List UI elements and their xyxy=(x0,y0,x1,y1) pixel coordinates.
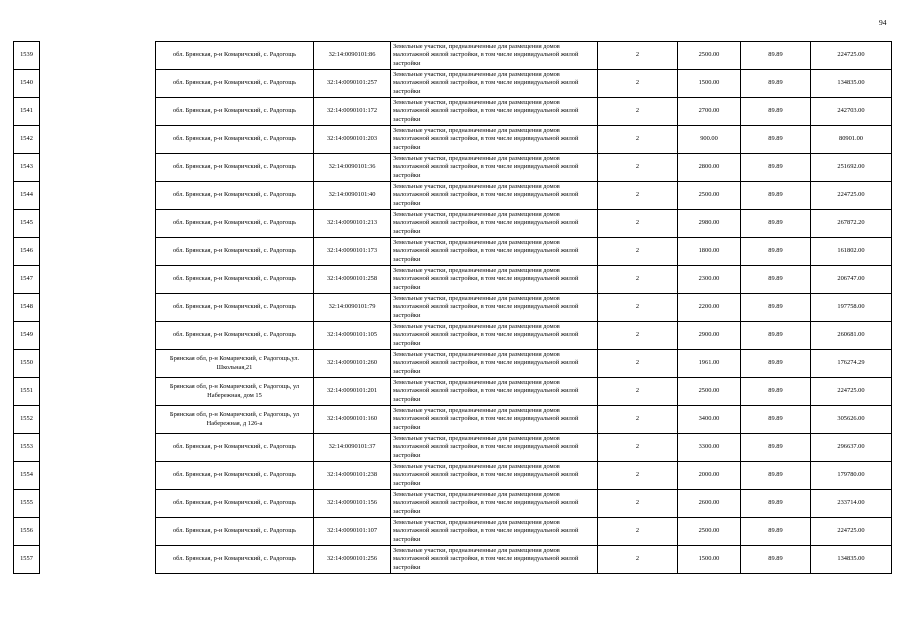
land-category-cell: Земельные участки, предназначенные для размещения домов малоэтажной жилой застройки, в том числе индивидуальной жилой застройки xyxy=(391,294,598,322)
land-category-cell: Земельные участки, предназначенные для размещения домов малоэтажной жилой застройки, в том числе индивидуальной жилой застройки xyxy=(391,546,598,574)
group-cell: 2 xyxy=(598,546,678,574)
rate-cell: 89.89 xyxy=(741,210,811,238)
table-row xyxy=(14,70,892,98)
address-cell: обл. Брянская, р-н Комаричский, с. Радогощь xyxy=(156,546,314,574)
table-body xyxy=(14,42,892,574)
rate-cell: 89.89 xyxy=(741,182,811,210)
rate-cell: 89.89 xyxy=(741,126,811,154)
blank-cell xyxy=(40,238,156,266)
blank-cell xyxy=(40,350,156,378)
area-cell: 2500.00 xyxy=(678,518,741,546)
row-number: 1540 xyxy=(14,70,40,98)
cadastral-value-cell: 296637.00 xyxy=(811,434,892,462)
address-cell: обл. Брянская, р-н Комаричский, с. Радогощь xyxy=(156,322,314,350)
table-row xyxy=(14,154,892,182)
rate-cell: 89.89 xyxy=(741,350,811,378)
row-number: 1548 xyxy=(14,294,40,322)
rate-cell: 89.89 xyxy=(741,98,811,126)
cadastral-value-cell: 224725.00 xyxy=(811,378,892,406)
blank-cell xyxy=(40,518,156,546)
cadastral-value-cell: 242703.00 xyxy=(811,98,892,126)
land-category-cell: Земельные участки, предназначенные для размещения домов малоэтажной жилой застройки, в том числе индивидуальной жилой застройки xyxy=(391,238,598,266)
row-number: 1544 xyxy=(14,182,40,210)
blank-cell xyxy=(40,210,156,238)
cadastral-value-cell: 267872.20 xyxy=(811,210,892,238)
address-cell: обл. Брянская, р-н Комаричский, с. Радогощь xyxy=(156,294,314,322)
cadastral-value-cell: 224725.00 xyxy=(811,42,892,70)
group-cell: 2 xyxy=(598,154,678,182)
area-cell: 3300.00 xyxy=(678,434,741,462)
group-cell: 2 xyxy=(598,182,678,210)
group-cell: 2 xyxy=(598,42,678,70)
blank-cell xyxy=(40,546,156,574)
cadastral-number-cell: 32:14:0090101:203 xyxy=(314,126,391,154)
cadastral-value-cell: 134835.00 xyxy=(811,546,892,574)
cadastral-value-cell: 161802.00 xyxy=(811,238,892,266)
area-cell: 2200.00 xyxy=(678,294,741,322)
table-row xyxy=(14,42,892,70)
blank-cell xyxy=(40,434,156,462)
cadastral-number-cell: 32:14:0090101:260 xyxy=(314,350,391,378)
table-row xyxy=(14,546,892,574)
blank-cell xyxy=(40,182,156,210)
table-row xyxy=(14,238,892,266)
group-cell: 2 xyxy=(598,98,678,126)
area-cell: 1961.00 xyxy=(678,350,741,378)
area-cell: 1800.00 xyxy=(678,238,741,266)
cadastral-value-cell: 233714.00 xyxy=(811,490,892,518)
cadastral-number-cell: 32:14:0090101:213 xyxy=(314,210,391,238)
land-category-cell: Земельные участки, предназначенные для размещения домов малоэтажной жилой застройки, в том числе индивидуальной жилой застройки xyxy=(391,322,598,350)
land-category-cell: Земельные участки, предназначенные для размещения домов малоэтажной жилой застройки, в том числе индивидуальной жилой застройки xyxy=(391,266,598,294)
area-cell: 2000.00 xyxy=(678,462,741,490)
page-number: 94 xyxy=(879,18,887,27)
row-number: 1555 xyxy=(14,490,40,518)
blank-cell xyxy=(40,378,156,406)
group-cell: 2 xyxy=(598,490,678,518)
rate-cell: 89.89 xyxy=(741,266,811,294)
address-cell: обл. Брянская, р-н Комаричский, с. Радогощь xyxy=(156,238,314,266)
table-row xyxy=(14,210,892,238)
blank-cell xyxy=(40,406,156,434)
rate-cell: 89.89 xyxy=(741,462,811,490)
group-cell: 2 xyxy=(598,378,678,406)
address-cell: обл. Брянская, р-н Комаричский, с. Радогощь xyxy=(156,98,314,126)
rate-cell: 89.89 xyxy=(741,378,811,406)
row-number: 1546 xyxy=(14,238,40,266)
table-row xyxy=(14,294,892,322)
area-cell: 2900.00 xyxy=(678,322,741,350)
cadastral-number-cell: 32:14:0090101:172 xyxy=(314,98,391,126)
address-cell: обл. Брянская, р-н Комаричский, с. Радогощь xyxy=(156,518,314,546)
rate-cell: 89.89 xyxy=(741,154,811,182)
land-category-cell: Земельные участки, предназначенные для размещения домов малоэтажной жилой застройки, в том числе индивидуальной жилой застройки xyxy=(391,434,598,462)
land-category-cell: Земельные участки, предназначенные для размещения домов малоэтажной жилой застройки, в том числе индивидуальной жилой застройки xyxy=(391,350,598,378)
cadastral-value-cell: 305626.00 xyxy=(811,406,892,434)
address-cell: Брянская обл, р-н Комаричский, с Радогощь, ул Набережная, дом 15 xyxy=(156,378,314,406)
area-cell: 2500.00 xyxy=(678,42,741,70)
blank-cell xyxy=(40,266,156,294)
address-cell: обл. Брянская, р-н Комаричский, с. Радогощь xyxy=(156,42,314,70)
row-number: 1552 xyxy=(14,406,40,434)
cadastral-number-cell: 32:14:0090101:238 xyxy=(314,462,391,490)
address-cell: обл. Брянская, р-н Комаричский, с. Радогощь xyxy=(156,126,314,154)
table-row xyxy=(14,266,892,294)
rate-cell: 89.89 xyxy=(741,406,811,434)
group-cell: 2 xyxy=(598,350,678,378)
rate-cell: 89.89 xyxy=(741,70,811,98)
cadastral-value-cell: 251692.00 xyxy=(811,154,892,182)
cadastral-number-cell: 32:14:0090101:107 xyxy=(314,518,391,546)
land-registry-table xyxy=(13,41,892,574)
row-number: 1541 xyxy=(14,98,40,126)
rate-cell: 89.89 xyxy=(741,518,811,546)
land-category-cell: Земельные участки, предназначенные для размещения домов малоэтажной жилой застройки, в том числе индивидуальной жилой застройки xyxy=(391,42,598,70)
group-cell: 2 xyxy=(598,126,678,154)
cadastral-value-cell: 80901.00 xyxy=(811,126,892,154)
blank-cell xyxy=(40,462,156,490)
cadastral-number-cell: 32:14:0090101:201 xyxy=(314,378,391,406)
rate-cell: 89.89 xyxy=(741,294,811,322)
land-category-cell: Земельные участки, предназначенные для размещения домов малоэтажной жилой застройки, в том числе индивидуальной жилой застройки xyxy=(391,518,598,546)
land-category-cell: Земельные участки, предназначенные для размещения домов малоэтажной жилой застройки, в том числе индивидуальной жилой застройки xyxy=(391,378,598,406)
area-cell: 2980.00 xyxy=(678,210,741,238)
address-cell: обл. Брянская, р-н Комаричский, с. Радогощь xyxy=(156,490,314,518)
land-category-cell: Земельные участки, предназначенные для размещения домов малоэтажной жилой застройки, в том числе индивидуальной жилой застройки xyxy=(391,406,598,434)
cadastral-number-cell: 32:14:0090101:40 xyxy=(314,182,391,210)
address-cell: обл. Брянская, р-н Комаричский, с. Радогощь xyxy=(156,70,314,98)
group-cell: 2 xyxy=(598,322,678,350)
group-cell: 2 xyxy=(598,434,678,462)
address-cell: обл. Брянская, р-н Комаричский, с. Радогощь xyxy=(156,154,314,182)
table-row xyxy=(14,322,892,350)
address-cell: обл. Брянская, р-н Комаричский, с. Радогощь xyxy=(156,434,314,462)
cadastral-number-cell: 32:14:0090101:36 xyxy=(314,154,391,182)
land-category-cell: Земельные участки, предназначенные для размещения домов малоэтажной жилой застройки, в том числе индивидуальной жилой застройки xyxy=(391,210,598,238)
table-row xyxy=(14,126,892,154)
row-number: 1551 xyxy=(14,378,40,406)
cadastral-value-cell: 224725.00 xyxy=(811,518,892,546)
land-category-cell: Земельные участки, предназначенные для размещения домов малоэтажной жилой застройки, в том числе индивидуальной жилой застройки xyxy=(391,154,598,182)
cadastral-value-cell: 176274.29 xyxy=(811,350,892,378)
rate-cell: 89.89 xyxy=(741,238,811,266)
group-cell: 2 xyxy=(598,266,678,294)
group-cell: 2 xyxy=(598,518,678,546)
area-cell: 1500.00 xyxy=(678,70,741,98)
cadastral-number-cell: 32:14:0090101:37 xyxy=(314,434,391,462)
row-number: 1554 xyxy=(14,462,40,490)
group-cell: 2 xyxy=(598,70,678,98)
rate-cell: 89.89 xyxy=(741,546,811,574)
area-cell: 1500.00 xyxy=(678,546,741,574)
group-cell: 2 xyxy=(598,406,678,434)
table-row xyxy=(14,518,892,546)
cadastral-number-cell: 32:14:0090101:79 xyxy=(314,294,391,322)
row-number: 1545 xyxy=(14,210,40,238)
blank-cell xyxy=(40,490,156,518)
row-number: 1543 xyxy=(14,154,40,182)
row-number: 1547 xyxy=(14,266,40,294)
group-cell: 2 xyxy=(598,294,678,322)
table-row xyxy=(14,350,892,378)
rate-cell: 89.89 xyxy=(741,434,811,462)
table-row xyxy=(14,434,892,462)
address-cell: обл. Брянская, р-н Комаричский, с. Радогощь xyxy=(156,182,314,210)
cadastral-number-cell: 32:14:0090101:160 xyxy=(314,406,391,434)
address-cell: обл. Брянская, р-н Комаричский, с. Радогощь xyxy=(156,210,314,238)
cadastral-value-cell: 224725.00 xyxy=(811,182,892,210)
cadastral-number-cell: 32:14:0090101:173 xyxy=(314,238,391,266)
cadastral-value-cell: 260681.00 xyxy=(811,322,892,350)
rate-cell: 89.89 xyxy=(741,490,811,518)
row-number: 1550 xyxy=(14,350,40,378)
cadastral-value-cell: 197758.00 xyxy=(811,294,892,322)
blank-cell xyxy=(40,322,156,350)
land-category-cell: Земельные участки, предназначенные для размещения домов малоэтажной жилой застройки, в том числе индивидуальной жилой застройки xyxy=(391,490,598,518)
table-row xyxy=(14,98,892,126)
row-number: 1542 xyxy=(14,126,40,154)
blank-cell xyxy=(40,154,156,182)
row-number: 1556 xyxy=(14,518,40,546)
cadastral-number-cell: 32:14:0090101:105 xyxy=(314,322,391,350)
row-number: 1557 xyxy=(14,546,40,574)
group-cell: 2 xyxy=(598,238,678,266)
cadastral-number-cell: 32:14:0090101:256 xyxy=(314,546,391,574)
table-row xyxy=(14,378,892,406)
address-cell: Брянская обл, р-н Комаричский, с Радогощь,ул. Школьная,21 xyxy=(156,350,314,378)
row-number: 1553 xyxy=(14,434,40,462)
cadastral-number-cell: 32:14:0090101:258 xyxy=(314,266,391,294)
table-row xyxy=(14,182,892,210)
blank-cell xyxy=(40,70,156,98)
rate-cell: 89.89 xyxy=(741,42,811,70)
cadastral-number-cell: 32:14:0090101:86 xyxy=(314,42,391,70)
cadastral-value-cell: 134835.00 xyxy=(811,70,892,98)
area-cell: 900.00 xyxy=(678,126,741,154)
group-cell: 2 xyxy=(598,462,678,490)
table-row xyxy=(14,490,892,518)
area-cell: 2500.00 xyxy=(678,378,741,406)
area-cell: 3400.00 xyxy=(678,406,741,434)
area-cell: 2500.00 xyxy=(678,182,741,210)
table-row xyxy=(14,462,892,490)
land-category-cell: Земельные участки, предназначенные для размещения домов малоэтажной жилой застройки, в том числе индивидуальной жилой застройки xyxy=(391,98,598,126)
cadastral-value-cell: 179780.00 xyxy=(811,462,892,490)
blank-cell xyxy=(40,98,156,126)
area-cell: 2300.00 xyxy=(678,266,741,294)
blank-cell xyxy=(40,126,156,154)
land-category-cell: Земельные участки, предназначенные для размещения домов малоэтажной жилой застройки, в том числе индивидуальной жилой застройки xyxy=(391,70,598,98)
address-cell: Брянская обл, р-н Комаричский, с Радогощь, ул Набережная, д 126-а xyxy=(156,406,314,434)
table-row xyxy=(14,406,892,434)
row-number: 1549 xyxy=(14,322,40,350)
area-cell: 2700.00 xyxy=(678,98,741,126)
cadastral-number-cell: 32:14:0090101:257 xyxy=(314,70,391,98)
blank-cell xyxy=(40,294,156,322)
blank-cell xyxy=(40,42,156,70)
land-category-cell: Земельные участки, предназначенные для размещения домов малоэтажной жилой застройки, в том числе индивидуальной жилой застройки xyxy=(391,126,598,154)
cadastral-number-cell: 32:14:0090101:156 xyxy=(314,490,391,518)
area-cell: 2800.00 xyxy=(678,154,741,182)
row-number: 1539 xyxy=(14,42,40,70)
group-cell: 2 xyxy=(598,210,678,238)
land-category-cell: Земельные участки, предназначенные для размещения домов малоэтажной жилой застройки, в том числе индивидуальной жилой застройки xyxy=(391,462,598,490)
area-cell: 2600.00 xyxy=(678,490,741,518)
address-cell: обл. Брянская, р-н Комаричский, с. Радогощь xyxy=(156,462,314,490)
land-category-cell: Земельные участки, предназначенные для размещения домов малоэтажной жилой застройки, в том числе индивидуальной жилой застройки xyxy=(391,182,598,210)
cadastral-value-cell: 206747.00 xyxy=(811,266,892,294)
address-cell: обл. Брянская, р-н Комаричский, с. Радогощь xyxy=(156,266,314,294)
rate-cell: 89.89 xyxy=(741,322,811,350)
